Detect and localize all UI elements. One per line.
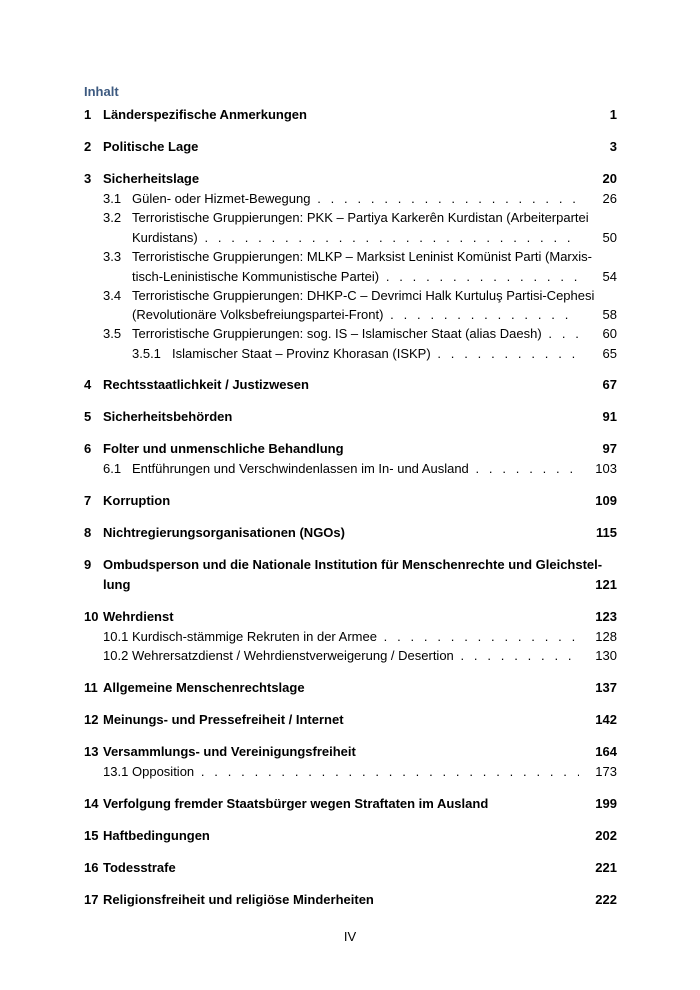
entry-title: Allgemeine Menschenrechtslage <box>103 680 305 695</box>
entry-title: Meinungs- und Pressefreiheit / Internet <box>103 712 344 727</box>
entry-page: 1 <box>609 107 617 122</box>
entry-title: Rechtsstaatlichkeit / Justizwesen <box>103 377 309 392</box>
entry-page: 221 <box>595 860 617 875</box>
entry-page: 60 <box>602 326 617 341</box>
entry-title: Gülen- oder Hizmet-Bewegung . . . <box>132 190 579 208</box>
entry-number: 8 <box>84 525 92 540</box>
entry-title: Haftbedingungen <box>103 828 210 843</box>
entry-page: 67 <box>602 377 617 392</box>
entry-page: 58 <box>602 307 617 322</box>
entry-page: 173 <box>595 764 617 779</box>
entry-page: 26 <box>602 191 617 206</box>
entry-number: 4 <box>84 377 92 392</box>
entry-title: Wehrdienst <box>103 609 174 624</box>
entry-page: 202 <box>595 828 617 843</box>
entry-page: 123 <box>595 609 617 624</box>
entry-number: 3.5 <box>103 326 122 341</box>
entry-title: Kurdisch-stämmige Rekruten in der Armee . . . <box>132 628 579 646</box>
entry-number: 13.1 <box>103 764 129 779</box>
entry-title: Versammlungs- und Vereinigungsfreiheit <box>103 744 356 759</box>
entry-number: 3.1 <box>103 191 122 206</box>
entry-page: 130 <box>595 648 617 663</box>
entry-number: 3.3 <box>103 249 122 264</box>
entry-number: 10 <box>84 609 99 624</box>
entry-number: 3.4 <box>103 288 122 303</box>
entry-page: 91 <box>602 409 617 424</box>
entry-title: Terroristische Gruppierungen: DHKP-C – Devrimci Halk Kurtuluş Partisi-Cephesi <box>132 288 595 303</box>
entry-page: 115 <box>596 525 617 540</box>
entry-title: Islamischer Staat – Provinz Khorasan (ISKP) . . . <box>172 345 579 363</box>
entry-title: Terroristische Gruppierungen: MLKP – Marksist Leninist Komünist Parti (Marxis- <box>132 249 592 264</box>
entry-page: 54 <box>602 269 617 284</box>
entry-title: Sicherheitsbehörden <box>103 409 233 424</box>
entry-title: Politische Lage <box>103 139 199 154</box>
entry-title: Religionsfreiheit und religiöse Minderheiten <box>103 892 374 907</box>
entry-page: 65 <box>602 346 617 361</box>
entry-number: 2 <box>84 139 92 154</box>
entry-number: 10.2 <box>103 648 129 663</box>
entry-page: 128 <box>595 629 617 644</box>
entry-title: Terroristische Gruppierungen: PKK – Partiya Karkerên Kurdistan (Arbeiterpartei <box>132 210 589 225</box>
entry-page: 164 <box>595 744 617 759</box>
entry-number: 6.1 <box>103 461 122 476</box>
entry-title-cont: Kurdistans) . . . <box>132 229 579 247</box>
entry-number: 16 <box>84 860 99 875</box>
entry-number: 13 <box>84 744 99 759</box>
entry-number: 14 <box>84 796 99 811</box>
entry-title: Länderspezifische Anmerkungen <box>103 107 307 122</box>
entry-page: 50 <box>602 230 617 245</box>
entry-number: 10.1 <box>103 629 129 644</box>
entry-page: 222 <box>595 892 617 907</box>
entry-number: 1 <box>84 107 92 122</box>
toc-heading: Inhalt <box>84 84 119 99</box>
entry-number: 5 <box>84 409 92 424</box>
entry-title-cont: tisch-Leninistische Kommunistische Partei) . . . <box>132 268 579 286</box>
entry-title: Korruption <box>103 493 171 508</box>
entry-title: Sicherheitslage <box>103 171 200 186</box>
entry-number: 9 <box>84 557 92 572</box>
entry-page: 103 <box>595 461 617 476</box>
entry-number: 11 <box>84 680 98 695</box>
entry-number: 3.2 <box>103 210 122 225</box>
entry-title: Terroristische Gruppierungen: sog. IS – Islamischer Staat (alias Daesh) . . . <box>132 325 579 343</box>
entry-number: 17 <box>84 892 99 907</box>
entry-number: 12 <box>84 712 99 727</box>
entry-number: 7 <box>84 493 92 508</box>
entry-title: Opposition . . . <box>132 763 579 781</box>
entry-title-cont: lung <box>103 577 131 592</box>
entry-title: Todesstrafe <box>103 860 176 875</box>
entry-title: Nichtregierungsorganisationen (NGOs) <box>103 525 345 540</box>
entry-title-cont: (Revolutionäre Volksbefreiungspartei-Front) . . . <box>132 306 579 324</box>
entry-title: Verfolgung fremder Staatsbürger wegen Straftaten im Ausland <box>103 796 489 811</box>
entry-page: 97 <box>602 441 617 456</box>
entry-page: 3 <box>609 139 617 154</box>
entry-title: Wehrersatzdienst / Wehrdienstverweigerung / Desertion . . . <box>132 647 579 665</box>
entry-number: 3 <box>84 171 92 186</box>
entry-page: 142 <box>595 712 617 727</box>
entry-page: 199 <box>595 796 617 811</box>
entry-page: 20 <box>602 171 617 186</box>
entry-title: Entführungen und Verschwindenlassen im In- und Ausland . . . <box>132 460 579 478</box>
entry-title: Folter und unmenschliche Behandlung <box>103 441 344 456</box>
entry-title: Ombudsperson und die Nationale Institution für Menschenrechte und Gleichstel- <box>103 557 603 572</box>
entry-page: 121 <box>595 577 617 592</box>
entry-page: 109 <box>595 493 617 508</box>
entry-number: 3.5.1 <box>132 346 161 361</box>
entry-number: 6 <box>84 441 92 456</box>
entry-number: 15 <box>84 828 99 843</box>
page-number: IV <box>343 929 357 944</box>
entry-page: 137 <box>595 680 617 695</box>
